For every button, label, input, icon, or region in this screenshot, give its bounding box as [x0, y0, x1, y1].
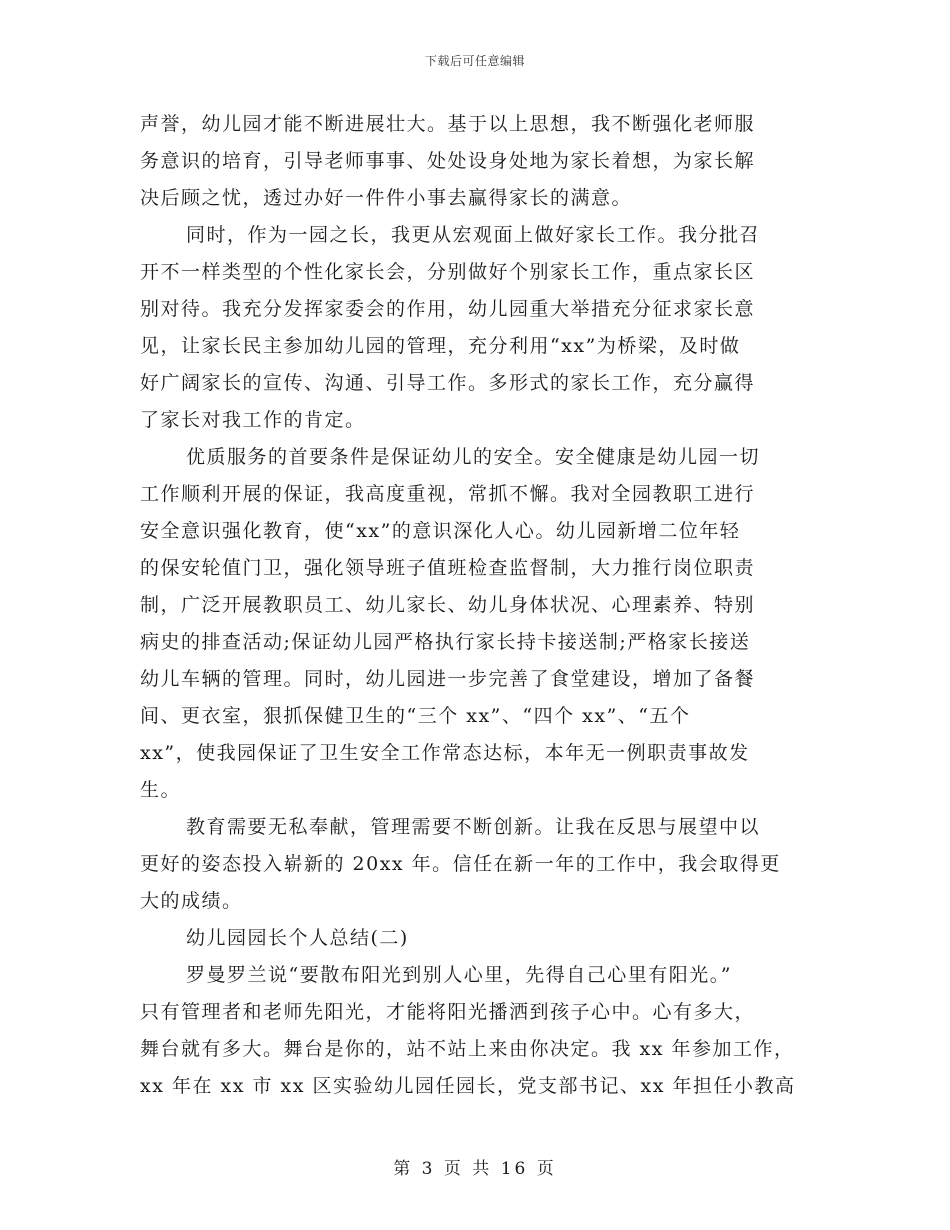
- text-line: 只有管理者和老师先阳光，才能将阳光播洒到孩子心中。心有多大，: [140, 1001, 756, 1023]
- text-line: 声誉，幼儿园才能不断进展壮大。基于以上思想，我不断强化老师服: [140, 113, 756, 135]
- paragraph-start-line: 教育需要无私奉献，管理需要不断创新。让我在反思与展望中以: [186, 816, 761, 838]
- text-line: 制，广泛开展教职员工、幼儿家长、幼儿身体状况、心理素养、特别: [140, 594, 756, 616]
- text-line: 工作顺利开展的保证，我高度重视，常抓不懈。我对全园教职工进行: [140, 483, 756, 505]
- paragraph-start-line: 罗曼罗兰说“要散布阳光到别人心里，先得自己心里有阳光。”: [186, 964, 732, 986]
- text-line: 大的成绩。: [140, 890, 243, 912]
- text-line: 更好的姿态投入崭新的 20xx 年。信任在新一年的工作中，我会取得更: [140, 853, 781, 875]
- text-line: 幼儿车辆的管理。同时，幼儿园进一步完善了食堂建设，增加了备餐: [140, 668, 756, 690]
- text-line: 安全意识强化教育，使“xx”的意识深化人心。幼儿园新增二位年轻: [140, 520, 741, 542]
- text-line: 的保安轮值门卫，强化领导班子值班检查监督制，大力推行岗位职责: [140, 557, 756, 579]
- document-body: [140, 106, 820, 1105]
- text-line: 舞台就有多大。舞台是你的，站不站上来由你决定。我 xx 年参加工作，: [140, 1038, 795, 1060]
- text-line: 务意识的培育，引导老师事事、处处设身处地为家长着想，为家长解: [140, 150, 756, 172]
- text-line: 病史的排查活动;保证幼儿园严格执行家长持卡接送制;严格家长接送: [140, 631, 751, 653]
- text-line: 生。: [140, 779, 182, 801]
- section-heading: 幼儿园园长个人总结(二): [186, 927, 409, 949]
- text-line: 好广阔家长的宣传、沟通、引导工作。多形式的家长工作，充分赢得: [140, 372, 756, 394]
- paragraph-start-line: 同时，作为一园之长，我更从宏观面上做好家长工作。我分批召: [186, 224, 761, 246]
- text-line: 了家长对我工作的肯定。: [140, 409, 366, 431]
- page-header-note: 下载后可任意编辑: [424, 54, 525, 68]
- paragraph-start-line: 优质服务的首要条件是保证幼儿的安全。安全健康是幼儿园一切: [186, 446, 761, 468]
- text-line: 别对待。我充分发挥家委会的作用，幼儿园重大举措充分征求家长意: [140, 298, 756, 320]
- text-line: xx 年在 xx 市 xx 区实验幼儿园任园长，党支部书记、xx 年担任小教高: [140, 1075, 796, 1097]
- text-line: 间、更衣室，狠抓保健卫生的“三个 xx”、“四个 xx”、“五个: [140, 705, 691, 727]
- page-number-footer: 第 3 页 共 16 页: [393, 1159, 557, 1179]
- text-line: 决后顾之忧，透过办好一件件小事去赢得家长的满意。: [140, 187, 633, 209]
- text-line: xx”，使我园保证了卫生安全工作常态达标，本年无一例职责事故发: [140, 742, 750, 764]
- text-line: 见，让家长民主参加幼儿园的管理，充分利用“xx”为桥梁，及时做: [140, 335, 741, 357]
- text-line: 开不一样类型的个性化家长会，分别做好个别家长工作，重点家长区: [140, 261, 756, 283]
